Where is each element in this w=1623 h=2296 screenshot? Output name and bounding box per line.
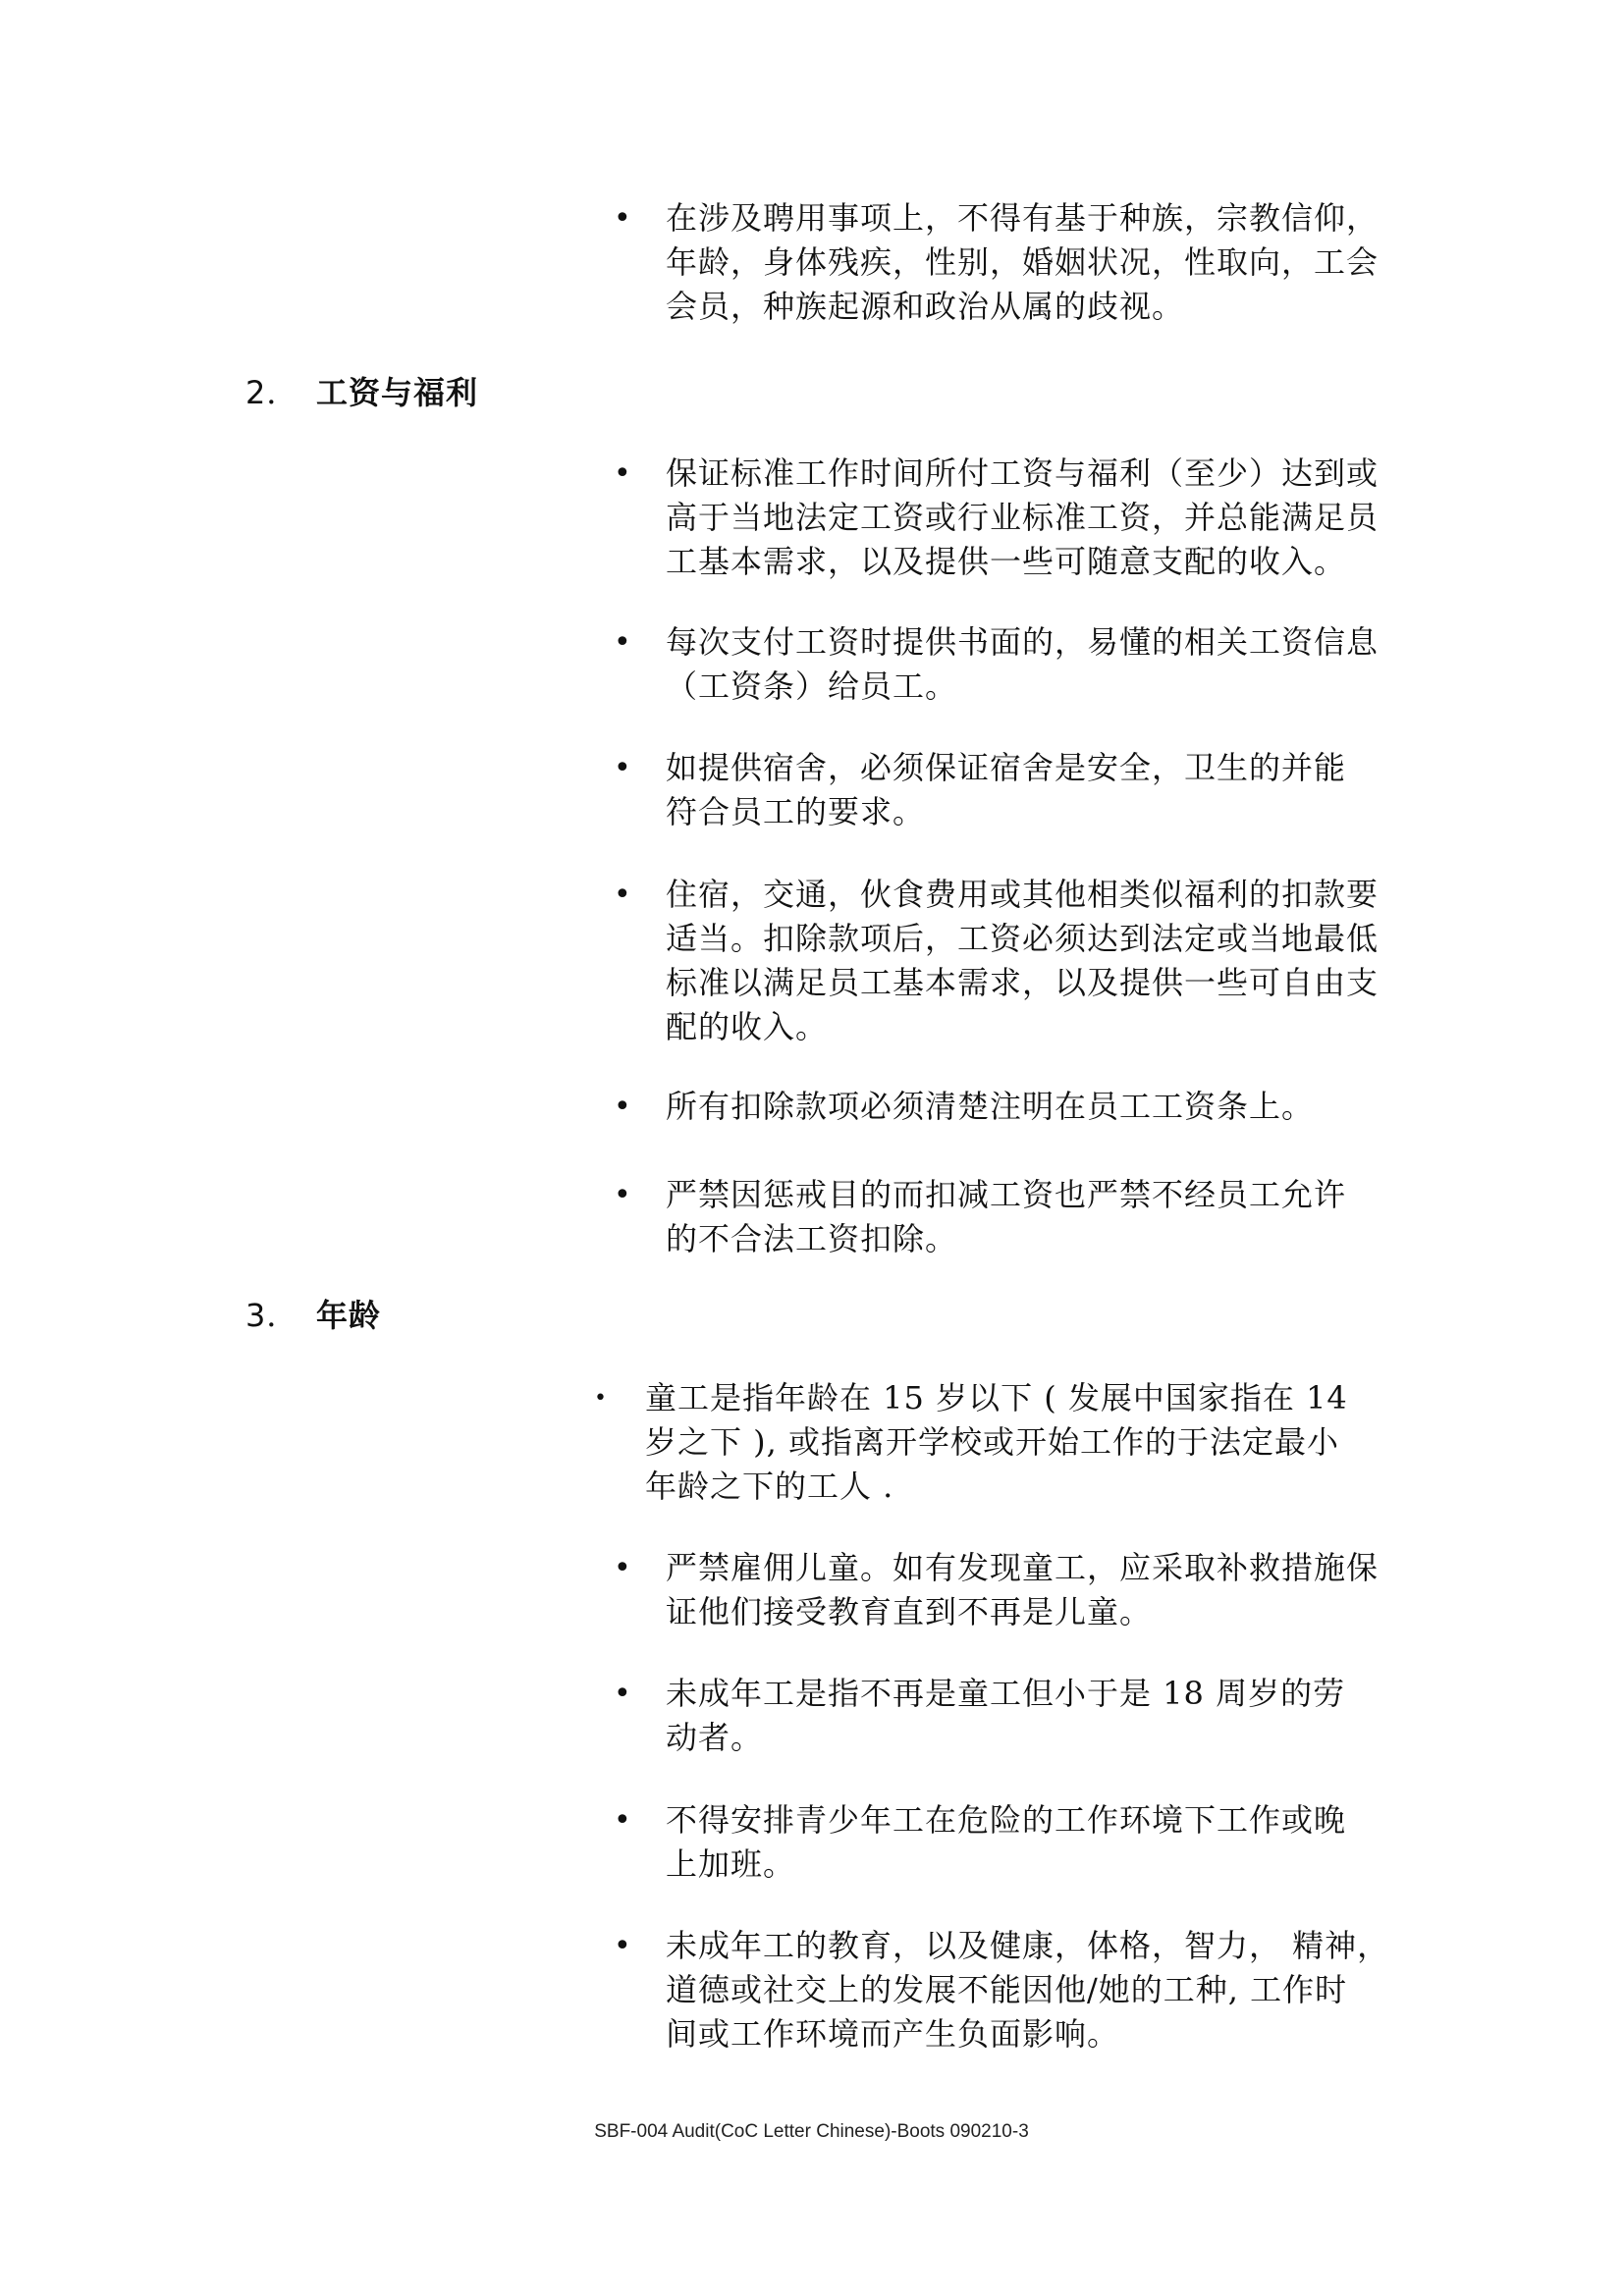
text-line: 配的收入。 [666, 1008, 829, 1045]
bullet-icon: • [614, 625, 631, 660]
text-line: 严禁雇佣儿童。如有发现童工，应采取补救措施保 [666, 1549, 1380, 1586]
section-heading [245, 1294, 381, 1338]
list-item [666, 196, 1379, 329]
section-title: 年龄 [316, 1297, 382, 1334]
list-item [666, 1085, 1314, 1129]
text-line: 间或工作环境而产生负面影响。 [666, 2015, 1120, 2053]
list-item [666, 873, 1379, 1049]
text-line: 保证标准工作时间所付工资与福利（至少）达到或 [666, 454, 1380, 492]
bullet-icon: • [614, 201, 631, 236]
list-item [666, 1173, 1346, 1261]
bullet-icon: • [614, 1551, 631, 1585]
text-line: 符合员工的要求。 [666, 793, 926, 830]
text-line: 上加班。 [666, 1845, 796, 1883]
text-line: 证他们接受教育直到不再是儿童。 [666, 1593, 1153, 1630]
bullet-icon: • [614, 1178, 631, 1212]
text-line: 童工是指年龄在 15 岁以下 ( 发展中国家指在 14 [645, 1379, 1348, 1416]
bullet-icon: • [614, 456, 631, 491]
bullet-icon: • [614, 1677, 631, 1711]
text-line: 岁之下 ), 或指离开学校或开始工作的于法定最小 [645, 1423, 1340, 1461]
bullet-icon: • [594, 1386, 607, 1411]
section-heading [245, 371, 478, 415]
section-title: 工资与福利 [316, 374, 479, 411]
bullet-icon: • [614, 878, 631, 912]
text-line: 在涉及聘用事项上，不得有基于种族，宗教信仰， [666, 199, 1380, 237]
text-line: 未成年工的教育，以及健康，体格，智力， 精神， [666, 1927, 1390, 1964]
list-item [645, 1376, 1348, 1509]
text-line: 如提供宿舍，必须保证宿舍是安全，卫生的并能 [666, 749, 1347, 786]
bullet-icon: • [614, 1803, 631, 1838]
list-item [666, 1798, 1346, 1887]
text-line: 未成年工是指不再是童工但小于是 18 周岁的劳 [666, 1675, 1346, 1712]
text-line: 年龄，身体残疾，性别，婚姻状况，性取向，工会 [666, 243, 1380, 281]
page-footer: SBF-004 Audit(CoC Letter Chinese)-Boots 090210-3 [594, 2121, 1029, 2142]
bullet-icon: • [614, 1090, 631, 1124]
text-line: 动者。 [666, 1719, 764, 1756]
list-item [666, 620, 1379, 709]
text-line: 适当。扣除款项后，工资必须达到法定或当地最低 [666, 920, 1380, 957]
section-number: 3． [245, 1297, 299, 1334]
text-line: 不得安排青少年工在危险的工作环境下工作或晚 [666, 1801, 1347, 1839]
text-line: 严禁因惩戒目的而扣减工资也严禁不经员工允许 [666, 1176, 1347, 1213]
text-line: 每次支付工资时提供书面的，易懂的相关工资信息 [666, 623, 1380, 661]
text-line: 年龄之下的工人 . [645, 1468, 894, 1505]
list-item [666, 1672, 1345, 1760]
bullet-icon: • [614, 751, 631, 785]
text-line: 住宿，交通，伙食费用或其他相类似福利的扣款要 [666, 876, 1380, 913]
list-item [666, 1924, 1389, 2056]
list-item [666, 1546, 1379, 1634]
text-line: 高于当地法定工资或行业标准工资，并总能满足员 [666, 499, 1380, 536]
text-line: 的不合法工资扣除。 [666, 1220, 958, 1257]
text-line: 道德或社交上的发展不能因他/她的工种, 工作时 [666, 1971, 1348, 2008]
text-line: 会员，种族起源和政治从属的歧视。 [666, 288, 1185, 325]
section-number: 2． [245, 374, 299, 411]
list-item [666, 452, 1379, 584]
bullet-icon: • [614, 1929, 631, 1963]
text-line: 所有扣除款项必须清楚注明在员工工资条上。 [666, 1088, 1315, 1125]
list-item [666, 746, 1346, 834]
text-line: （工资条）给员工。 [666, 667, 958, 705]
text-line: 标准以满足员工基本需求，以及提供一些可自由支 [666, 964, 1380, 1001]
text-line: 工基本需求，以及提供一些可随意支配的收入。 [666, 543, 1347, 580]
